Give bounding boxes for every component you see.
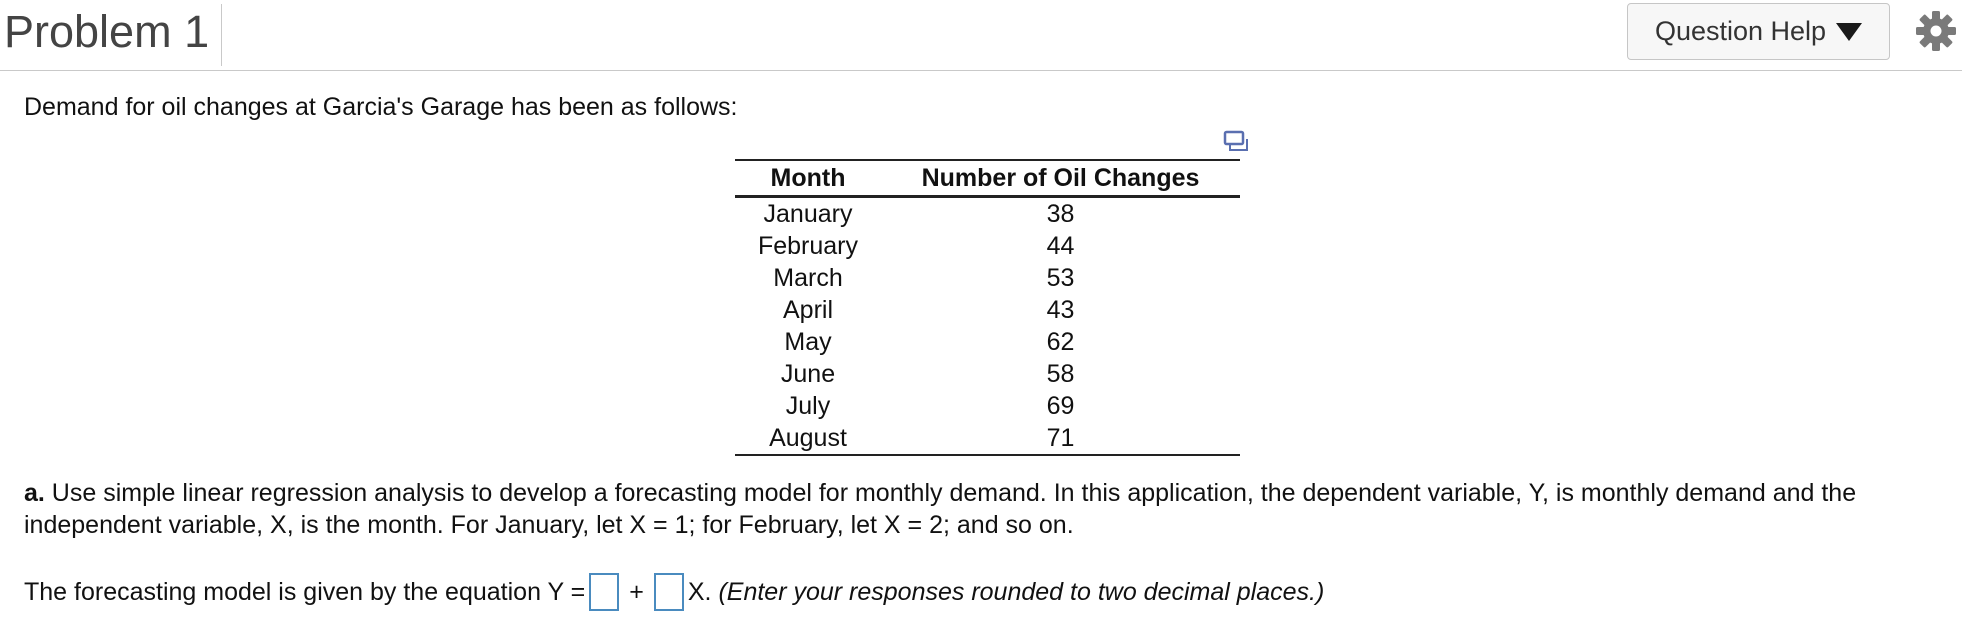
oil-changes-table [735, 159, 1240, 456]
slope-input[interactable] [654, 573, 684, 611]
table-row [735, 262, 1240, 294]
intercept-input[interactable] [589, 573, 619, 611]
table-header-row [735, 160, 1240, 197]
table-row [735, 326, 1240, 358]
problem-intro-text: Demand for oil changes at Garcia's Garage has been as follows: [24, 93, 738, 121]
oil-changes-cell: 38 [1046, 200, 1075, 228]
question-help-button[interactable] [1627, 3, 1890, 60]
month-cell: June [780, 360, 836, 388]
table-row [735, 294, 1240, 326]
question-help-label: Question Help [1654, 16, 1827, 46]
answer-equation [24, 573, 1324, 611]
plus-sign: + [629, 578, 644, 606]
equation-prefix: The forecasting model is given by the equation Y = [24, 578, 586, 606]
month-cell: May [784, 328, 832, 356]
month-cell: March [773, 264, 843, 292]
month-cell: August [735, 422, 881, 455]
month-cell: January [763, 200, 853, 228]
oil-changes-cell: 53 [1046, 264, 1075, 292]
oil-changes-cell: 71 [881, 422, 1240, 455]
part-label: a. [24, 479, 45, 507]
oil-changes-column-header: Number of Oil Changes [881, 160, 1240, 197]
table-row [735, 230, 1240, 262]
month-cell: July [785, 392, 831, 420]
oil-changes-cell: 43 [1046, 296, 1075, 324]
table-row [735, 390, 1240, 422]
month-cell: February [757, 232, 859, 260]
equation-suffix: X. [687, 578, 712, 606]
question-text: Use simple linear regression analysis to develop a forecasting model for monthly demand. In this application, the dependent variable, Y, is monthly demand and the independent variable, X, is the month. For January, let X = 1; for February, let X = 2; and so on. [24, 479, 1857, 539]
month-cell: April [782, 296, 833, 324]
oil-changes-cell: 62 [1046, 328, 1075, 356]
rounding-instruction: (Enter your responses rounded to two decimal places.) [718, 578, 1325, 606]
page-title: Problem 1 [4, 4, 222, 66]
table-row [735, 358, 1240, 390]
oil-changes-cell: 69 [1046, 392, 1075, 420]
question-part-a [24, 477, 1944, 541]
chevron-down-icon [1836, 23, 1862, 41]
table-row [735, 197, 1240, 231]
month-column-header: Month [735, 160, 881, 197]
gear-icon[interactable] [1914, 9, 1958, 53]
copy-data-icon[interactable] [1223, 130, 1249, 154]
header-bar [0, 0, 1962, 71]
oil-changes-cell: 58 [1046, 360, 1075, 388]
oil-changes-cell: 44 [1046, 232, 1075, 260]
table-row [735, 422, 1240, 455]
